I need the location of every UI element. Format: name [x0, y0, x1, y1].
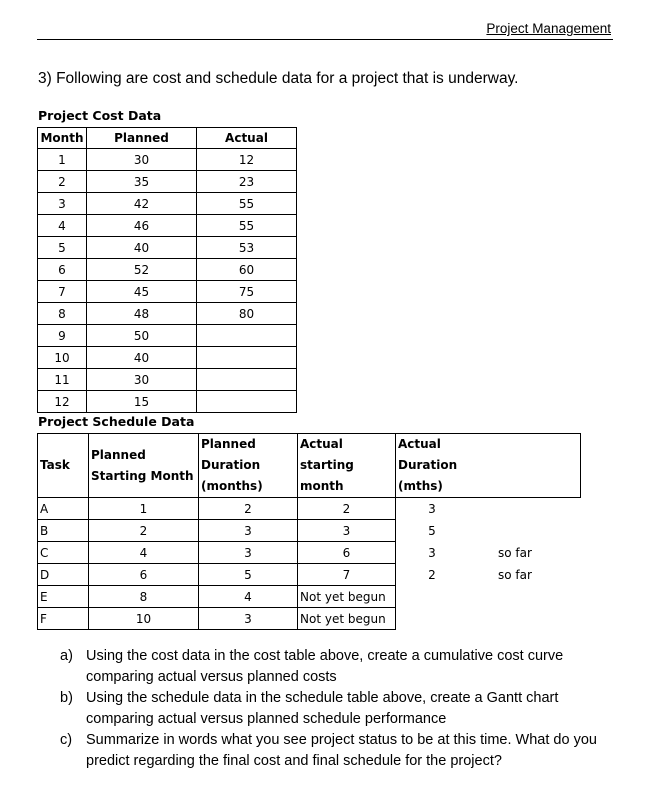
- header-rule: [37, 39, 613, 40]
- cost-cell-actual: [197, 391, 297, 413]
- schedule-cell-planned-duration: 3: [199, 520, 298, 542]
- schedule-cell-actual-duration: [396, 608, 469, 630]
- cost-cell-planned: 30: [87, 149, 197, 171]
- cost-row: [38, 391, 297, 413]
- schedule-cell-planned-start: 6: [89, 564, 199, 586]
- schedule-cell-note: [468, 586, 581, 608]
- cost-row: [38, 281, 297, 303]
- cost-cell-planned: 46: [87, 215, 197, 237]
- cost-row: [38, 325, 297, 347]
- schedule-row: [38, 608, 581, 630]
- schedule-cell-task: B: [38, 520, 89, 542]
- part-text: Using the schedule data in the schedule table above, create a Gantt chart comparing actual versus planned schedule performance: [86, 690, 559, 727]
- part-label: a): [60, 648, 73, 664]
- cost-cell-month: 1: [38, 149, 87, 171]
- cost-cell-planned: 35: [87, 171, 197, 193]
- cost-cell-month: 5: [38, 237, 87, 259]
- cost-cell-planned: 45: [87, 281, 197, 303]
- cost-table: [37, 127, 297, 413]
- cost-cell-planned: 15: [87, 391, 197, 413]
- cost-row: [38, 369, 297, 391]
- cost-row: [38, 237, 297, 259]
- schedule-table: [37, 433, 581, 630]
- schedule-cell-planned-duration: 2: [199, 498, 298, 520]
- cost-cell-actual: 75: [197, 281, 297, 303]
- cost-cell-planned: 30: [87, 369, 197, 391]
- cost-header-planned: Planned: [87, 128, 197, 149]
- schedule-cell-task: D: [38, 564, 89, 586]
- schedule-cell-task: C: [38, 542, 89, 564]
- cost-cell-month: 3: [38, 193, 87, 215]
- part-text: Summarize in words what you see project status to be at this time. What do you predict regarding the final cost and final schedule for the project?: [86, 732, 597, 769]
- schedule-cell-actual-start: 7: [298, 564, 396, 586]
- cost-header-actual: Actual: [197, 128, 297, 149]
- cost-row: [38, 347, 297, 369]
- schedule-header-row: [38, 434, 581, 498]
- schedule-cell-actual-start: 2: [298, 498, 396, 520]
- schedule-cell-planned-start: 1: [89, 498, 199, 520]
- cost-cell-planned: 50: [87, 325, 197, 347]
- part-text: Using the cost data in the cost table above, create a cumulative cost curve comparing actual versus planned costs: [86, 648, 564, 685]
- cost-cell-month: 7: [38, 281, 87, 303]
- cost-cell-planned: 40: [87, 237, 197, 259]
- cost-cell-planned: 48: [87, 303, 197, 325]
- schedule-cell-actual-duration: 3: [428, 501, 436, 516]
- schedule-header-actual-start: Actual starting month: [298, 434, 396, 498]
- cost-cell-actual: 60: [197, 259, 297, 281]
- schedule-cell-note: so far: [498, 567, 532, 582]
- cost-cell-month: 6: [38, 259, 87, 281]
- schedule-row: [38, 586, 581, 608]
- cost-cell-actual: 53: [197, 237, 297, 259]
- cost-cell-planned: 42: [87, 193, 197, 215]
- cost-header-month: Month: [38, 128, 87, 149]
- schedule-row: [38, 520, 581, 542]
- cost-cell-month: 12: [38, 391, 87, 413]
- question-part-a: [60, 646, 630, 688]
- cost-cell-month: 4: [38, 215, 87, 237]
- schedule-cell-note: [468, 520, 581, 542]
- schedule-cell-planned-duration: 4: [199, 586, 298, 608]
- cost-cell-actual: [197, 325, 297, 347]
- part-label: c): [60, 732, 73, 748]
- question-text: 3) Following are cost and schedule data for a project that is underway.: [38, 70, 519, 87]
- schedule-cell-planned-duration: 3: [199, 608, 298, 630]
- cost-cell-actual: 55: [197, 193, 297, 215]
- cost-row: [38, 171, 297, 193]
- schedule-cell-planned-start: 10: [89, 608, 199, 630]
- question-parts: [60, 646, 630, 772]
- schedule-row: [38, 498, 581, 520]
- cost-row: [38, 215, 297, 237]
- schedule-cell-planned-start: 2: [89, 520, 199, 542]
- cost-cell-actual: 55: [197, 215, 297, 237]
- schedule-header-task: Task: [38, 434, 89, 498]
- schedule-section-title: Project Schedule Data: [38, 414, 195, 429]
- cost-row: [38, 303, 297, 325]
- cost-cell-month: 9: [38, 325, 87, 347]
- cost-cell-actual: 23: [197, 171, 297, 193]
- schedule-cell-actual-start: 3: [298, 520, 396, 542]
- part-label: b): [60, 690, 73, 706]
- schedule-cell-actual-duration: [396, 586, 469, 608]
- question-part-b: [60, 688, 630, 730]
- schedule-cell-actual-duration: 3: [428, 545, 436, 560]
- cost-cell-actual: [197, 369, 297, 391]
- schedule-cell-note: so far: [498, 545, 532, 560]
- cost-row: [38, 193, 297, 215]
- schedule-header-planned-duration: Planned Duration (months): [199, 434, 298, 498]
- cost-cell-month: 11: [38, 369, 87, 391]
- cost-cell-planned: 40: [87, 347, 197, 369]
- schedule-cell-task: E: [38, 586, 89, 608]
- schedule-cell-actual-start: 6: [298, 542, 396, 564]
- cost-header-row: [38, 128, 297, 149]
- schedule-cell-planned-duration: 3: [199, 542, 298, 564]
- cost-cell-month: 10: [38, 347, 87, 369]
- schedule-cell-task: A: [38, 498, 89, 520]
- schedule-header-spacer: [468, 434, 581, 498]
- schedule-cell-planned-start: 4: [89, 542, 199, 564]
- schedule-cell-actual-start: Not yet begun: [298, 608, 396, 630]
- schedule-cell-note: [468, 498, 581, 520]
- schedule-cell-actual-start: Not yet begun: [298, 586, 396, 608]
- cost-cell-actual: 12: [197, 149, 297, 171]
- schedule-header-planned-start: Planned Starting Month: [89, 434, 199, 498]
- cost-cell-month: 2: [38, 171, 87, 193]
- page-header-title: Project Management: [486, 21, 611, 36]
- cost-row: [38, 259, 297, 281]
- cost-cell-month: 8: [38, 303, 87, 325]
- schedule-cell-task: F: [38, 608, 89, 630]
- cost-cell-actual: 80: [197, 303, 297, 325]
- schedule-cell-planned-duration: 5: [199, 564, 298, 586]
- schedule-cell-planned-start: 8: [89, 586, 199, 608]
- cost-cell-actual: [197, 347, 297, 369]
- schedule-row: [38, 542, 581, 564]
- schedule-header-actual-duration: Actual Duration (mths): [396, 434, 469, 498]
- question-part-c: [60, 730, 630, 772]
- schedule-cell-note: [468, 608, 581, 630]
- schedule-cell-actual-duration: 5: [428, 523, 436, 538]
- cost-row: [38, 149, 297, 171]
- schedule-cell-actual-duration: 2: [428, 567, 436, 582]
- schedule-row: [38, 564, 581, 586]
- cost-cell-planned: 52: [87, 259, 197, 281]
- cost-section-title: Project Cost Data: [38, 108, 162, 123]
